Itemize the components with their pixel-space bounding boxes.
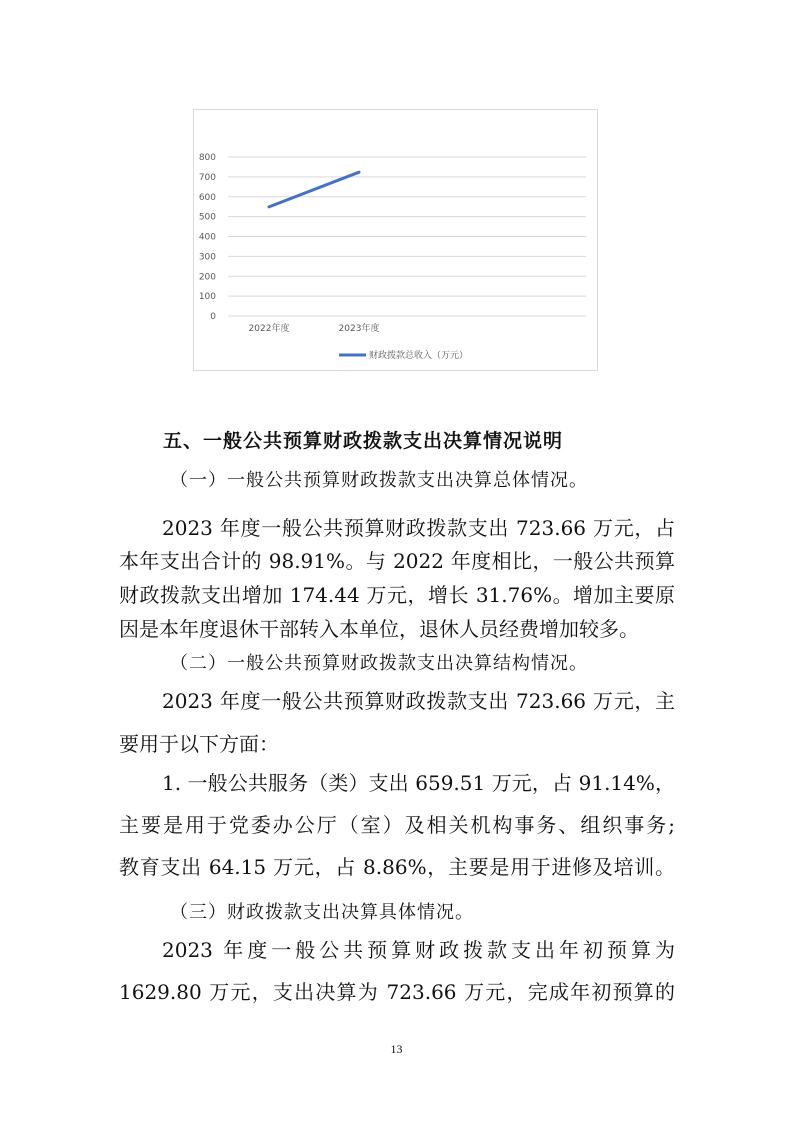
- x-tick-label: 2023年度: [338, 324, 380, 334]
- paragraph-line: 2023 年度一般公共预算财政拨款支出 723.66 万元，占: [162, 516, 675, 540]
- paragraph-line: 主要是用于党委办公厅（室）及相关机构事务、组织事务;: [119, 813, 675, 837]
- y-tick-label: 600: [198, 192, 216, 203]
- page-number: 13: [390, 1042, 403, 1056]
- y-tick-label: 0: [210, 312, 216, 322]
- paragraph-line: 2023 年度一般公共预算财政拨款支出 723.66 万元，主: [162, 689, 675, 713]
- subsection-title-3: （三）财政拨款支出决算具体情况。: [170, 902, 474, 923]
- y-tick-label: 400: [198, 232, 216, 243]
- y-tick-label: 700: [198, 172, 216, 183]
- y-tick-label: 200: [198, 272, 216, 283]
- x-tick-label: 2022年度: [248, 324, 290, 334]
- y-tick-label: 100: [198, 292, 216, 303]
- section-heading: 五、一般公共预算财政拨款支出决算情况说明: [163, 430, 564, 452]
- line-chart: [194, 110, 599, 372]
- y-tick-label: 500: [198, 212, 216, 223]
- y-tick-label: 800: [198, 153, 216, 163]
- subsection-title-2: （二）一般公共预算财政拨款支出决算结构情况。: [170, 653, 588, 674]
- paragraph-line: 本年支出合计的 98.91%。与 2022 年度相比，一般公共预算: [119, 549, 675, 573]
- chart-container: [193, 109, 598, 371]
- subsection-title-1: （一）一般公共预算财政拨款支出决算总体情况。: [170, 470, 588, 491]
- paragraph-line: 1629.80 万元，支出决算为 723.66 万元，完成年初预算的: [119, 980, 675, 1004]
- paragraph-line: 财政拨款支出增加 174.44 万元，增长 31.76%。增加主要原: [119, 583, 675, 607]
- paragraph-line: 要用于以下方面：: [119, 732, 279, 756]
- paragraph-line: 2023 年度一般公共预算财政拨款支出年初预算为: [162, 938, 675, 962]
- legend-label: 财政拨款总收入（万元）: [369, 351, 469, 361]
- y-tick-label: 300: [198, 252, 216, 263]
- paragraph-line: 1. 一般公共服务（类）支出 659.51 万元，占 91.14%，: [162, 771, 675, 795]
- paragraph-line: 教育支出 64.15 万元，占 8.86%，主要是用于进修及培训。: [119, 855, 675, 879]
- paragraph-line: 因是本年度退休干部转入本单位，退休人员经费增加较多。: [119, 617, 639, 641]
